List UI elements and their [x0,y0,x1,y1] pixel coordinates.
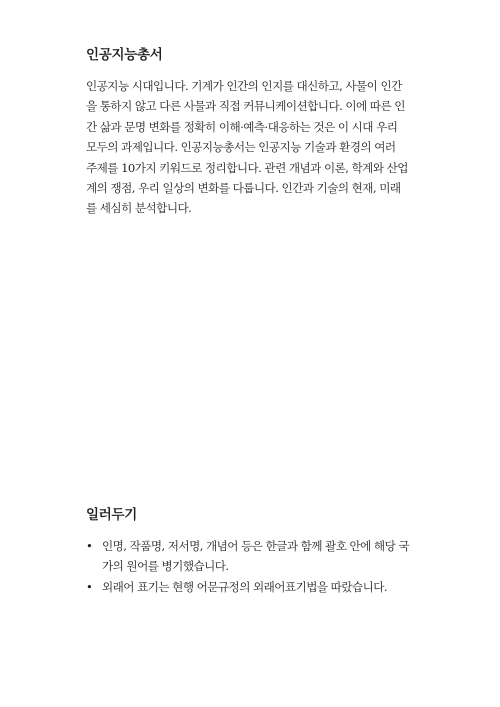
note-line: 인명, 작품명, 저서명, 개념어 등은 한글과 함께 괄호 안에 해당 국 [102,539,410,553]
notes-list [86,536,416,597]
series-description-section [86,46,416,219]
list-item [86,577,416,597]
series-description-line: 을 통하지 않고 다른 사물과 직접 커뮤니케이션합니다. 이에 따른 인 [86,99,405,114]
series-description-line: 모두의 과제입니다. 인공지능총서는 인공지능 기술과 환경의 여러 [86,140,396,155]
series-description-line: 를 세심히 분석합니다. [86,201,192,216]
series-description [86,76,416,219]
bullet-icon: • [86,579,93,594]
series-description-line: 간 삶과 문명 변화를 정확히 이해·예측·대응하는 것은 이 시대 우리 [86,119,398,134]
note-line: 가의 원어를 병기했습니다. [102,559,229,574]
list-item [86,536,416,577]
series-heading: 인공지능총서 [86,47,163,63]
series-description-line: 계의 쟁점, 우리 일상의 변화를 다룹니다. 인간과 기술의 현재, 미래 [86,181,401,196]
notes-heading: 일러두기 [86,507,137,523]
note-line: 외래어 표기는 현행 어문규정의 외래어표기법을 따랐습니다. [102,579,388,594]
series-description-line: 주제를 10가지 키워드로 정리합니다. 관련 개념과 이론, 학계와 산업 [86,160,408,175]
bullet-icon: • [86,539,93,553]
series-description-line: 인공지능 시대입니다. 기계가 인간의 인지를 대신하고, 사물이 인간 [86,79,402,93]
editorial-notes-section [86,506,416,597]
